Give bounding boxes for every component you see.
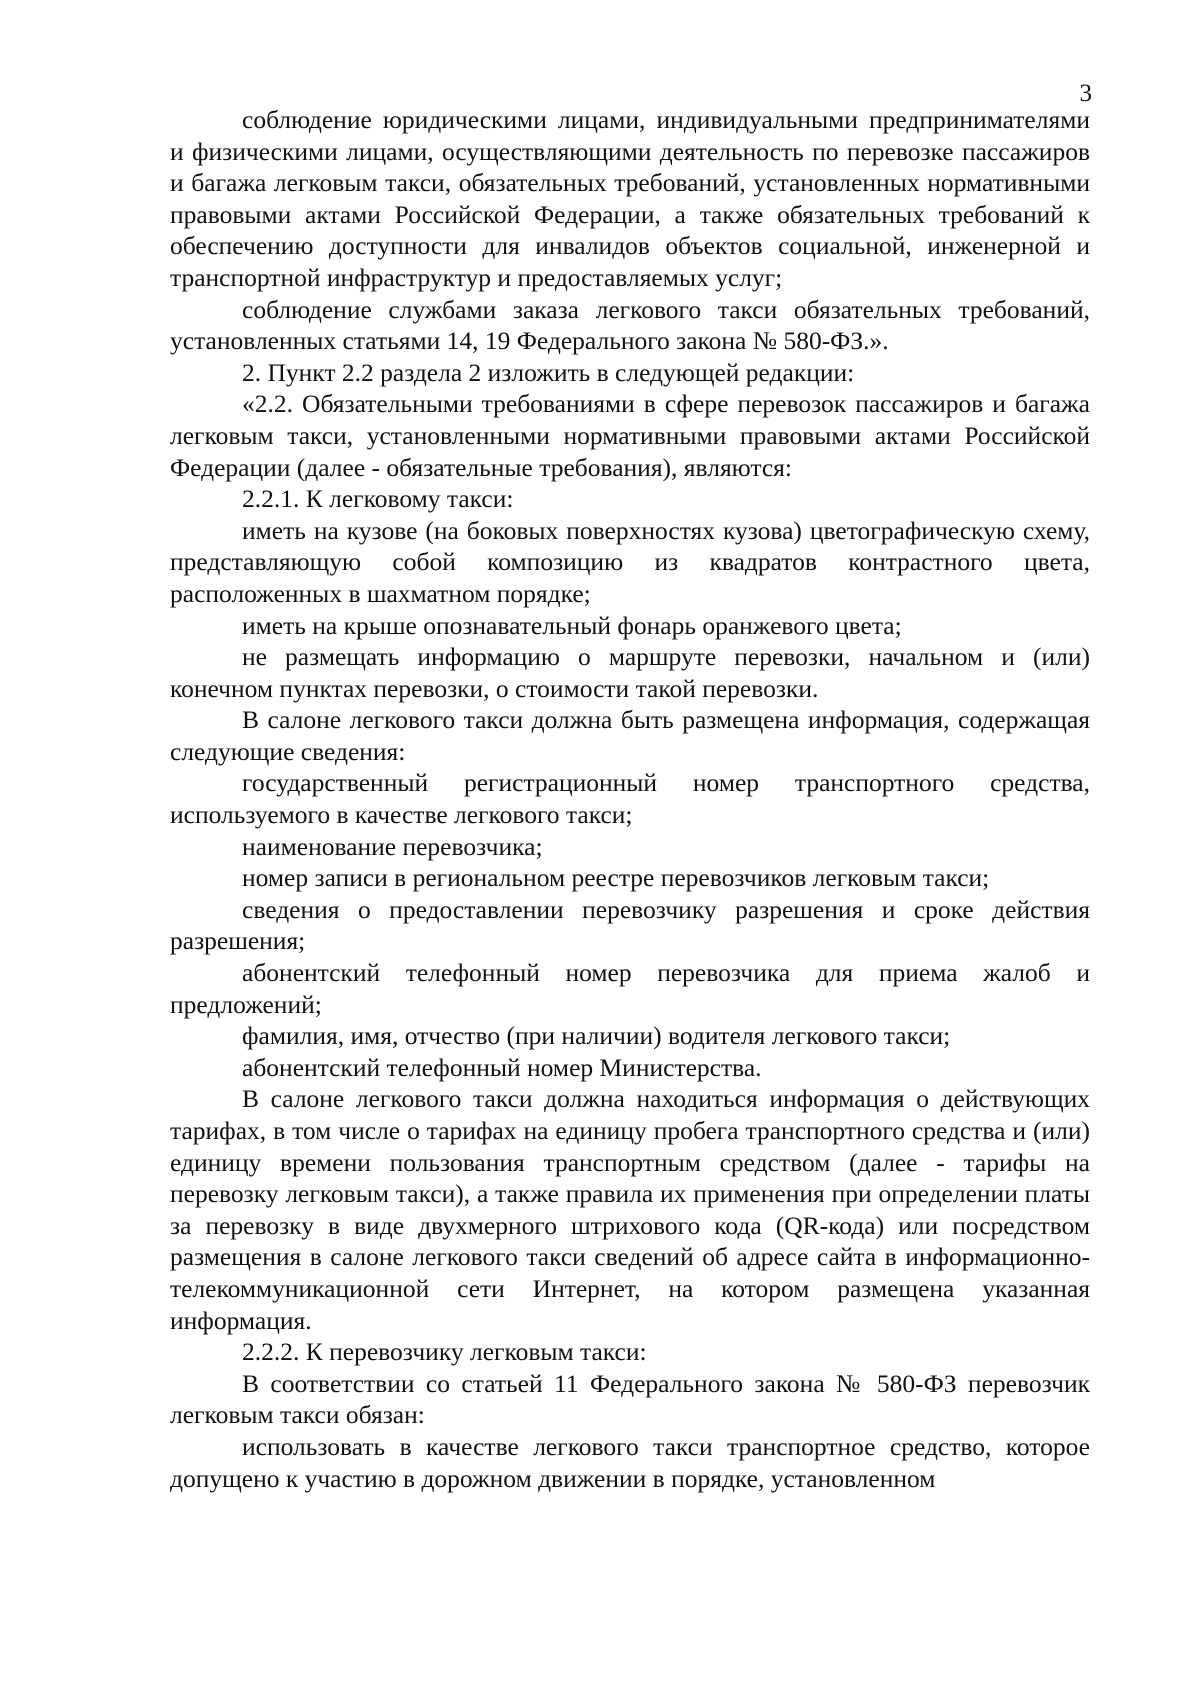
paragraph: В салоне легкового такси должна находиться информация о действующих тарифах, в том числе о тарифах на единицу пробега транспортного средства и (или) единицу времени пользования транспортным средством (далее - тарифы на перевозку легковым такси), а также правила их применения при определении платы за перевозку в виде двухмерного штрихового кода (QR-кода) или посредством размещения в салоне легкового такси сведений об адресе сайта в информационно-телекоммуникационной сети Интернет, на котором размещена указанная информация. xyxy=(170,1084,1090,1335)
paragraph: иметь на крыше опознавательный фонарь оранжевого цвета; xyxy=(242,610,902,640)
document-body xyxy=(170,104,1090,1494)
paragraph: абонентский телефонный номер перевозчика для приема жалоб и предложений; xyxy=(170,958,1090,1019)
page-number: 3 xyxy=(1079,80,1092,107)
paragraph: соблюдение службами заказа легкового такси обязательных требований, установленных статьями 14, 19 Федерального закона № 580-ФЗ.». xyxy=(170,294,1090,356)
paragraph: не размещать информацию о маршруте перевозки, начальном и (или) конечном пунктах перевозки, о стоимости такой перевозки. xyxy=(170,642,1090,703)
paragraph: соблюдение юридическими лицами, индивидуальными предпринимателями и физическими лицами, осуществляющими деятельность по перевозке пассажиров и багажа легковым такси, обязательных требований, установленных нормативными правовыми актами Российской Федерации, а также обязательных требований к обеспечению доступности для инвалидов объектов социальной, инженерной и транспортной инфраструктур и предоставляемых услуг; xyxy=(170,105,1090,292)
paragraph: номер записи в региональном реестре перевозчиков легковым такси; xyxy=(242,863,990,893)
paragraph: использовать в качестве легкового такси транспортное средство, которое допущено к участию в дорожном движении в порядке, установленном xyxy=(170,1431,1090,1493)
paragraph: иметь на кузове (на боковых поверхностях кузова) цветографическую схему, представляющую собой композицию из квадратов контрастного цвета, расположенных в шахматном порядке; xyxy=(170,515,1090,608)
paragraph: 2.2.2. К перевозчику легковым такси: xyxy=(242,1337,647,1367)
paragraph: абонентский телефонный номер Министерства. xyxy=(242,1052,762,1082)
paragraph: «2.2. Обязательными требованиями в сфере перевозок пассажиров и багажа легковым такси, установленными нормативными правовыми актами Российской Федерации (далее - обязательные требования), являются: xyxy=(170,389,1090,482)
paragraph: 2. Пункт 2.2 раздела 2 изложить в следующей редакции: xyxy=(242,357,855,387)
paragraph: государственный регистрационный номер транспортного средства, используемого в качестве легкового такси; xyxy=(170,768,1090,830)
paragraph: 2.2.1. К легковому такси: xyxy=(242,484,514,514)
paragraph: В салоне легкового такси должна быть размещена информация, содержащая следующие сведения: xyxy=(170,705,1090,766)
paragraph: В соответствии со статьей 11 Федерального закона № 580-ФЗ перевозчик легковым такси обязан: xyxy=(170,1368,1090,1430)
paragraph: фамилия, имя, отчество (при наличии) водителя легкового такси; xyxy=(242,1021,951,1051)
paragraph: наименование перевозчика; xyxy=(242,831,543,861)
paragraph: сведения о предоставлении перевозчику разрешения и сроке действия разрешения; xyxy=(170,894,1090,956)
